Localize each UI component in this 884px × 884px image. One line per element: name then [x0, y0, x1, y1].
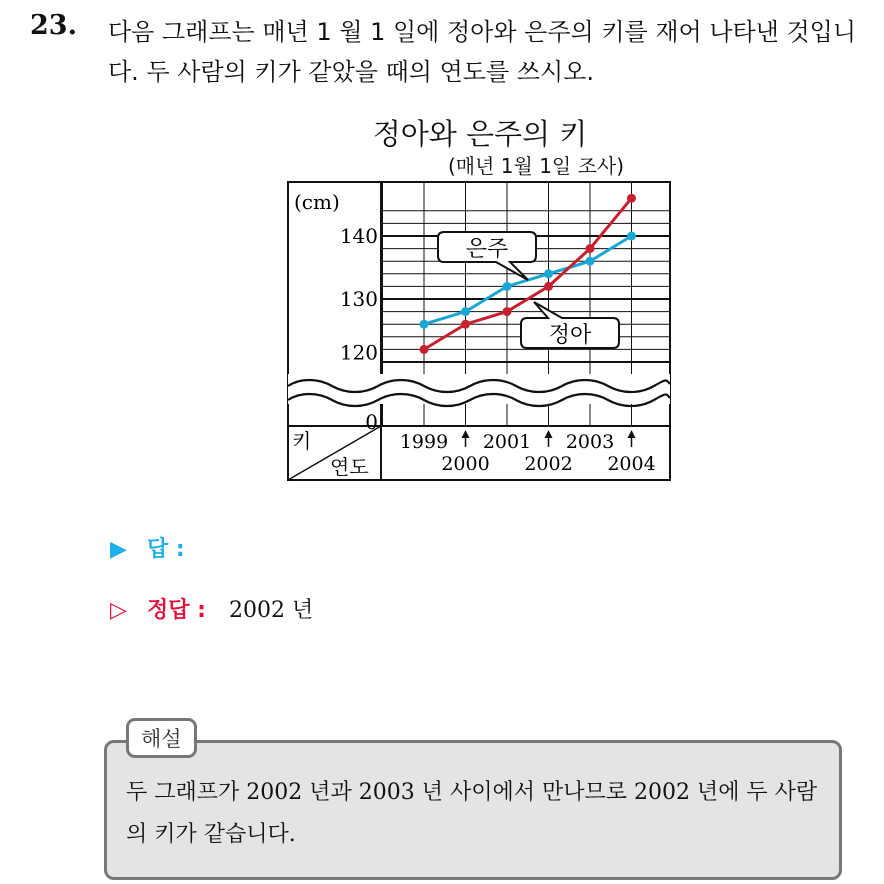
series-point-1 — [586, 244, 595, 253]
series-label-jeonga: 정아 — [548, 323, 592, 348]
series-point-1 — [420, 345, 429, 354]
chart-title: 정아와 은주의 키 — [372, 117, 588, 151]
series-point-1 — [503, 307, 512, 316]
correct-answer-row — [110, 593, 313, 624]
series-point-1 — [544, 282, 553, 291]
x-tick-label: 2004 — [607, 453, 656, 475]
y-tick-label: 120 — [339, 340, 378, 365]
series-point-0 — [544, 269, 553, 278]
answer-label: 답 : — [147, 537, 185, 562]
x-tick-arrowhead — [545, 430, 553, 438]
series-point-1 — [461, 320, 470, 329]
series-point-0 — [461, 307, 470, 316]
y-tick-label: 0 — [365, 410, 378, 434]
y-axis-unit: (cm) — [294, 190, 340, 214]
series-point-0 — [503, 282, 512, 291]
series-label-eunju: 은주 — [465, 237, 509, 262]
series-point-0 — [627, 232, 636, 241]
x-tick-label: 2001 — [482, 431, 532, 453]
axis-break — [288, 374, 670, 406]
answer-row — [110, 532, 185, 563]
x-tick-label: 2000 — [441, 453, 490, 475]
explanation-tag: 해설 — [126, 718, 197, 758]
correct-answer-label: 정답 : — [147, 598, 206, 623]
outline-arrow-icon: ▷ — [110, 598, 127, 623]
series-point-0 — [420, 320, 429, 329]
x-tick-label: 1999 — [399, 431, 449, 453]
x-tick-label: 2003 — [565, 431, 615, 453]
play-arrow-icon: ▶ — [110, 537, 127, 562]
y-tick-label: 130 — [339, 287, 378, 311]
x-tick-arrowhead — [462, 430, 470, 438]
correct-answer-value: 2002 년 — [228, 598, 314, 623]
series-point-1 — [627, 194, 636, 203]
series-point-0 — [586, 257, 595, 266]
x-tick-arrowhead — [628, 430, 636, 438]
x-tick-label: 2002 — [524, 453, 573, 475]
question-number: 23. — [30, 10, 77, 41]
question-text: 다음 그래프는 매년 1 월 1 일에 정아와 은주의 키를 재어 나타낸 것입니다. 두 사람의 키가 같았을 때의 연도를 쓰시오. — [108, 18, 857, 86]
corner-label-top: 키 — [292, 429, 312, 453]
chart-subtitle: (매년 1월 1일 조사) — [448, 154, 625, 178]
y-tick-label: 140 — [339, 224, 378, 248]
explanation-text: 두 그래프가 2002 년과 2003 년 사이에서 만나므로 2002 년에 두 사람의 키가 같습니다. — [126, 780, 818, 847]
x-tick-labels — [400, 430, 656, 475]
corner-label-bottom: 연도 — [330, 455, 369, 479]
